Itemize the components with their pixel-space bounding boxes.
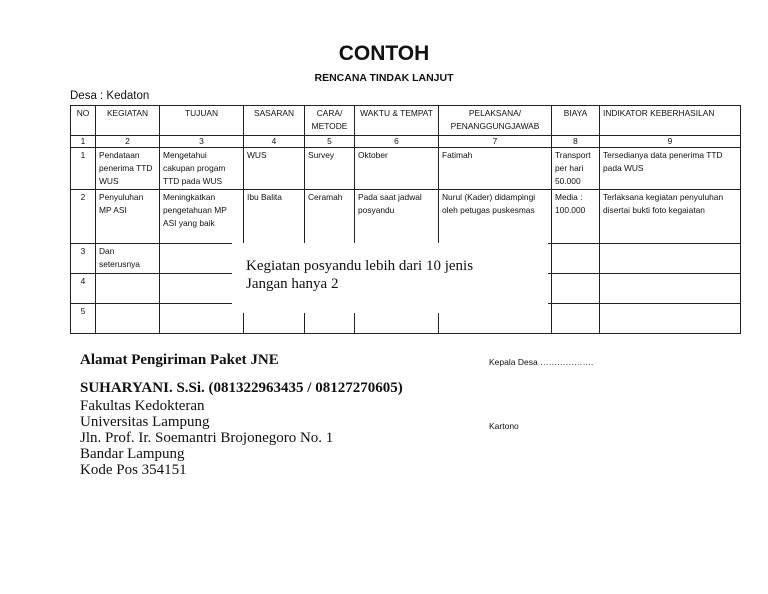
cell-no: 1 [71,148,96,190]
header-indikator: INDIKATOR KEBERHASILAN [600,106,741,136]
cell-indikator [600,274,741,304]
cell-no: 5 [71,304,96,334]
cell-cara-metode: Ceramah [305,190,355,244]
cell-kegiatan: Penyuluhan MP ASI [96,190,160,244]
cell-biaya [552,304,600,334]
cell-indikator: Terlaksana kegiatan penyuluhan disertai bukti foto kegaiatan [600,190,741,244]
column-number: 7 [439,136,552,148]
address-heading: Alamat Pengiriman Paket JNE [80,352,279,368]
header-kegiatan: KEGIATAN [96,106,160,136]
table-row [71,148,741,190]
cell-pelaksana: Nurul (Kader) didampingi oleh petugas puskesmas [439,190,552,244]
address-line: Universitas Lampung [80,414,210,430]
address-line: Fakultas Kedokteran [80,398,205,414]
cell-waktu-tempat: Pada saat jadwal posyandu [355,190,439,244]
address-line: Bandar Lampung [80,446,185,462]
cell-sasaran: Ibu Balita [244,190,305,244]
cell-biaya: Transport per hari 50.000 [552,148,600,190]
header-sasaran: SASARAN [244,106,305,136]
column-number: 9 [600,136,741,148]
table-row [71,190,741,244]
cell-biaya [552,274,600,304]
header-cara-metode: CARA/ METODE [305,106,355,136]
cell-indikator [600,244,741,274]
cell-biaya [552,244,600,274]
cell-kegiatan: Pendataan penerima TTD WUS [96,148,160,190]
column-number: 5 [305,136,355,148]
cell-tujuan: Meningkatkan pengetahuan MP ASI yang baik [160,190,244,244]
header-tujuan: TUJUAN [160,106,244,136]
table-header-row [71,106,741,136]
cell-cara-metode: Survey [305,148,355,190]
column-number: 1 [71,136,96,148]
cell-tujuan [160,304,244,334]
cell-no: 4 [71,274,96,304]
cell-tujuan [160,274,244,304]
column-number: 6 [355,136,439,148]
header-biaya: BIAYA [552,106,600,136]
signature-name: Kartono [489,421,519,431]
cell-no: 3 [71,244,96,274]
cell-tujuan: Mengetahui cakupan progam TTD pada WUS [160,148,244,190]
column-number: 8 [552,136,600,148]
signature-label: Kepala Desa ………………. [489,357,594,367]
cell-kegiatan [96,274,160,304]
address-line: Kode Pos 354151 [80,462,187,478]
cell-sasaran: WUS [244,148,305,190]
document-subtitle: RENCANA TINDAK LANJUT [314,72,454,84]
column-number: 3 [160,136,244,148]
village-label: Desa : Kedaton [70,90,150,102]
cell-kegiatan [96,304,160,334]
column-number-row [71,136,741,148]
cell-biaya: Media : 100.000 [552,190,600,244]
header-no: NO [71,106,96,136]
overlay-note-line1: Kegiatan posyandu lebih dari 10 jenis [246,258,474,274]
cell-indikator [600,304,741,334]
header-pelaksana: PELAKSANA/ PENANGGUNGJAWAB [439,106,552,136]
cell-pelaksana: Fatimah [439,148,552,190]
overlay-note [232,243,548,313]
cell-waktu-tempat: Oktober [355,148,439,190]
header-waktu-tempat: WAKTU & TEMPAT [355,106,439,136]
column-number: 4 [244,136,305,148]
cell-tujuan [160,244,244,274]
recipient-name: SUHARYANI. S.Si. (081322963435 / 08127270605) [80,380,403,396]
document-title: CONTOH [338,42,430,65]
address-line: Jln. Prof. Ir. Soemantri Brojonegoro No. 1 [80,430,334,446]
cell-no: 2 [71,190,96,244]
column-number: 2 [96,136,160,148]
overlay-note-line2: Jangan hanya 2 [246,276,339,292]
cell-indikator: Tersedianya data penerima TTD pada WUS [600,148,741,190]
cell-kegiatan: Dan seterusnya [96,244,160,274]
